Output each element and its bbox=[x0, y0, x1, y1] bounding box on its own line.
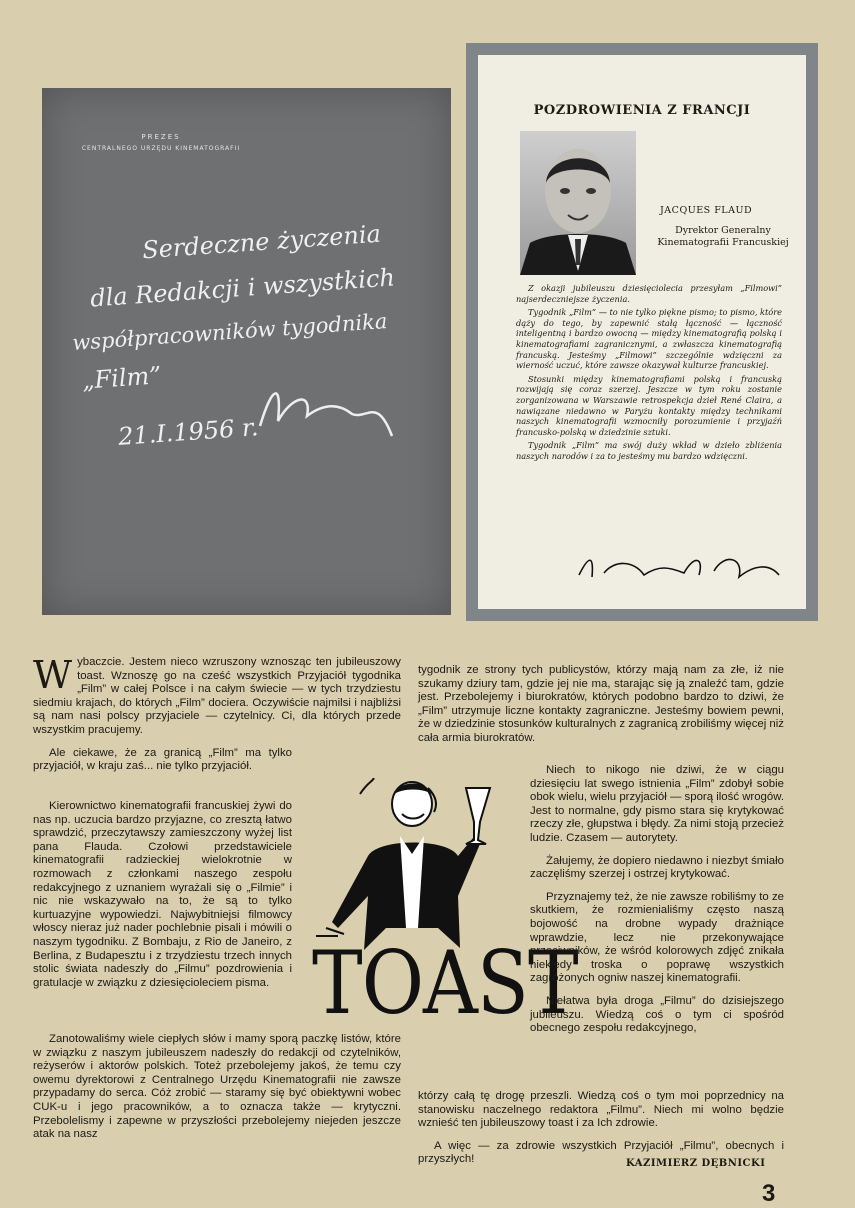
paragraph: Kierownictwo kinematografii francuskiej żywi do nas np. uczucia bardzo przyjazne, co zresztą łatwo sprawdzić, przeczytawszy zamieszczony wyżej list pana Flauda. Czołowi przedstawiciele kinematografii radzieckiej wielokrotnie w rozmowach z członkami naszego zespołu redakcyjnego z uznaniem wyrażali się o „Filmie” i nic nie wskazywało na to, że są to tylko kurtuazyjne wypowiedzi. Najwybitniejsi filmowcy włoscy nieraz już nader pochlebnie pisali i mówili o naszym tygodniku. Z Bombaju, z Rio de Janeiro, z Berlina, z Budapesztu i z trzydziestu trzech innych stolic świata nadeszły do „Filmu” pozdrowienia i gratulacje w związku z dziesięcioleciem pisma. bbox=[33, 800, 292, 989]
author-name: KAZIMIERZ DĘBNICKI bbox=[626, 1158, 766, 1169]
handwriting-line: dla Redakcji i wszystkich bbox=[89, 263, 396, 313]
toast-heading: TOAST bbox=[312, 931, 578, 1034]
paragraph: Stosunki między kinematografiami polską i francuską rozwijają się coraz szerzej. Jeszcze w tym roku zostanie zorganizowana w Warszawie retrospekcja dzieł René Claira, a nawiązane niedawno w Paryżu kontakty między technikami naszych kinematografii wzmocniły porozumienie i przyjaźń francusko-polską w dziedzinie sztuki. bbox=[516, 373, 782, 437]
page-number: 3 bbox=[762, 1180, 776, 1207]
flaud-signature bbox=[574, 545, 784, 585]
article-column-right-mid bbox=[530, 764, 784, 1045]
paragraph: A więc — za zdrowie wszystkich Przyjaciół „Filmu”, obecnych i przyszłych! bbox=[418, 1139, 784, 1166]
signature bbox=[252, 376, 402, 446]
paragraph: Z okazji jubileuszu dziesięciolecia przesyłam „Filmowi” najserdeczniejsze życzenia. bbox=[516, 283, 782, 304]
article-column-right-top bbox=[418, 664, 784, 755]
paragraph: Niech to nikogo nie dziwi, że w ciągu dziesięciu lat swego istnienia „Film” zdobył sobie obok wielu, wielu przyjaciół — sporą ilość wrogów. Jest to normalne, gdy pismo stara się krytykować rzeczy złe, głupstwa i błędy. Za nimi stoją przecież ludzie. Czasem — autorytety. bbox=[530, 764, 784, 844]
article-column-left-top bbox=[33, 653, 401, 783]
paragraph: Tygodnik „Film” — to nie tylko piękne pismo; to pismo, które dąży do tego, by zapewnić stałą łączność — łączność inteligentną i bardzo owocną — między kinematografią polską i kinematografiami zagranicznymi, a zwłaszcza kinematografią francuską. Jesteśmy „Filmowi” szczególnie wdzięczni za wierność uczuć, które zawsze okazywał kulturze francuskiej. bbox=[516, 307, 782, 371]
paragraph: Żałujemy, że dopiero niedawno i niezbyt śmiało zaczęliśmy szerzej i ostrzej krytykować. bbox=[530, 854, 784, 881]
france-letter-text bbox=[516, 283, 782, 465]
paragraph: którzy całą tę drogę przeszli. Wiedzą coś o tym moi poprzednicy na stanowisku naczelnego redaktora „Filmu”. Niech mi wolno będzie wznieść ten jubileuszowy toast i za Ich zdrowie. bbox=[418, 1090, 784, 1130]
france-title: POZDROWIENIA Z FRANCJI bbox=[533, 103, 751, 118]
person-position: Dyrektor Generalny Kinematografii Francuskiej bbox=[657, 225, 789, 248]
article-column-left-mid bbox=[33, 800, 292, 999]
handwriting-line: „Film” bbox=[81, 361, 163, 395]
article-column-left-bottom bbox=[33, 1033, 401, 1151]
paragraph: Zanotowaliśmy wiele ciepłych słów i mamy sporą paczkę listów, które w związku z naszym jubileuszem nadeszły do redakcji od czytelników, reżyserów i aktorów polskich. Toteż przebolejemy jakoś, że temu czy owemu dyrektorowi z Centralnego Urzędu Kinematografii nie zawsze przypadamy do serca. Cóż zrobić — staramy się być obiektywni wobec CUK-u i jego pracowników, a to oznacza także — krytyczni. Przebolelismy i zapewne w przyszłości przebolejemy niejeden jeszcze atak na nasz bbox=[33, 1033, 401, 1141]
letter-header: PREZES CENTRALNEGO URZĘDU KINEMATOGRAFII bbox=[81, 133, 241, 152]
paragraph: Przyznajemy też, że nie zawsze robiliśmy to ze skutkiem, że rozmienialiśmy często naszą bojowość na drobne wypady drażniące wprawdzie, lecz nie przekonywające przeciwników, że wśród kolorowych zdjęć znikała niekiedy troska o poprawę wszystkich zagrożonych ogniw naszej kinematografii. bbox=[530, 890, 784, 985]
paragraph: tygodnik ze strony tych publicystów, którzy mają nam za złe, iż nie szukamy dziury tam, gdzie jej nie ma, starając się ją znaleźć tam, gdzie jest. Przebolejemy i biurokratów, których podobno bardzo to dziwi, że „Film” utrzymuje liczne kontakty zagraniczne. Jesteśmy bowiem pewni, że w dziedzinie stosunków kulturalnych z zagranicą zrobiliśmy więcej niż cała armia biurokratów. bbox=[418, 664, 784, 744]
person-name: JACQUES FLAUD bbox=[660, 205, 753, 216]
paragraph: Ale ciekawe, że za granicą „Film” ma tylko przyjaciół, w kraju zaś... nie tylko przyjaciół. bbox=[33, 746, 292, 773]
president-letter bbox=[42, 88, 451, 615]
paragraph: Niełatwa była droga „Filmu” do dzisiejszego jubileuszu. Wiedzą coś o tym ci spośród obecnego zespołu redakcyjnego, bbox=[530, 994, 784, 1035]
paragraph: ybaczcie. Jestem nieco wzruszony wznosząc ten jubileuszowy toast. Wznoszę go na cześć wszystkich Przyjaciół tygodnika „Film” w całej Polsce i na całym świecie — w tych trzydziestu siedmiu krajach, do których „Film” dociera. Oczywiście najmilsi i najbliżsi są nam nasi polscy przyjaciele — czytelnicy. Ci, dla których przede wszystkim pracujemy. bbox=[33, 656, 401, 736]
handwriting-line: Serdeczne życzenia bbox=[141, 219, 382, 265]
paragraph: Tygodnik „Film” ma swój duży wkład w dzieło zbliżenia naszych narodów i za to jesteśmy mu bardzo wdzięczni. bbox=[516, 440, 782, 461]
portrait-photo bbox=[520, 131, 636, 275]
dropcap: W bbox=[33, 653, 73, 697]
france-greetings-box bbox=[466, 43, 818, 621]
letter-date: 21.I.1956 r. bbox=[117, 413, 260, 451]
handwriting-line: współpracowników tygodnika bbox=[71, 309, 389, 355]
